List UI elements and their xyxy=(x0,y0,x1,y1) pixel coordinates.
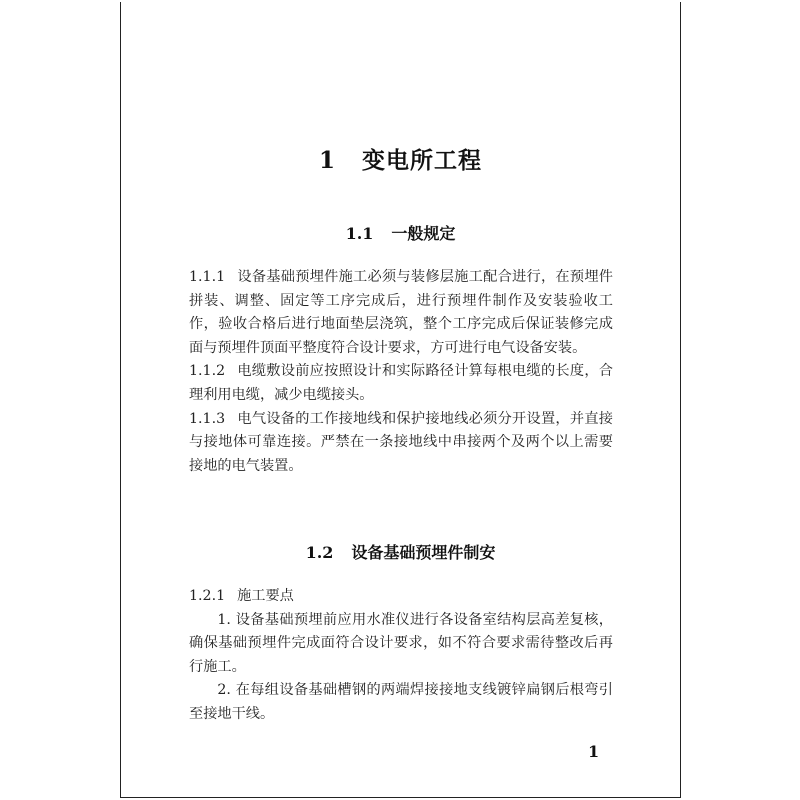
clause-1-1-1 xyxy=(189,266,613,360)
section-number: 1.2 xyxy=(305,543,334,562)
clause-number: 1.1.2 xyxy=(189,363,226,380)
clause-1-1-2 xyxy=(189,360,613,407)
clause-text: 设备基础预埋件施工必须与装修层施工配合进行，在预埋件拼装、调整、固定等工序完成后，进行预埋件制作及安装验收工作，验收合格后进行地面垫层浇筑，整个工序完成后保证装修完成面与预埋件顶面平整度符合设计要求，方可进行电气设备安装。 xyxy=(189,269,613,356)
chapter-number: 1 xyxy=(318,147,336,174)
book-page xyxy=(120,2,681,798)
clause-number: 1.1.1 xyxy=(189,269,226,285)
section-number: 1.1 xyxy=(345,224,374,243)
list-item: 2. 在每组设备基础槽钢的两端焊接接地支线镀锌扁钢后根弯引至接地干线。 xyxy=(189,682,613,722)
page-number: 1 xyxy=(588,742,600,761)
chapter-heading xyxy=(121,142,680,175)
clause-1-2-1 xyxy=(189,585,613,609)
section-title: 一般规定 xyxy=(391,224,456,243)
section-title: 设备基础预埋件制安 xyxy=(351,543,496,562)
clause-text: 电缆敷设前应按照设计和实际路径计算每根电缆的长度，合理利用电缆，减少电缆接头。 xyxy=(189,363,613,403)
section-heading-1-1 xyxy=(121,221,680,244)
clause-text: 电气设备的工作接地线和保护接地线必须分开设置，并直接与接地体可靠连接。严禁在一条接地线中串接两个及两个以上需要接地的电气装置。 xyxy=(189,410,613,474)
chapter-title: 变电所工程 xyxy=(362,147,482,174)
section-1-2-body xyxy=(189,585,613,727)
clause-1-1-3 xyxy=(189,408,613,479)
section-heading-1-2 xyxy=(121,540,680,563)
clause-title: 施工要点 xyxy=(237,588,294,604)
clause-number: 1.2.1 xyxy=(189,588,226,604)
clause-number: 1.1.3 xyxy=(189,410,226,427)
list-item: 1. 设备基础预埋前应用水准仪进行各设备室结构层高差复核，确保基础预埋件完成面符合设计要求，如不符合要求需待整改后再行施工。 xyxy=(189,611,613,675)
section-1-1-body xyxy=(189,266,613,478)
